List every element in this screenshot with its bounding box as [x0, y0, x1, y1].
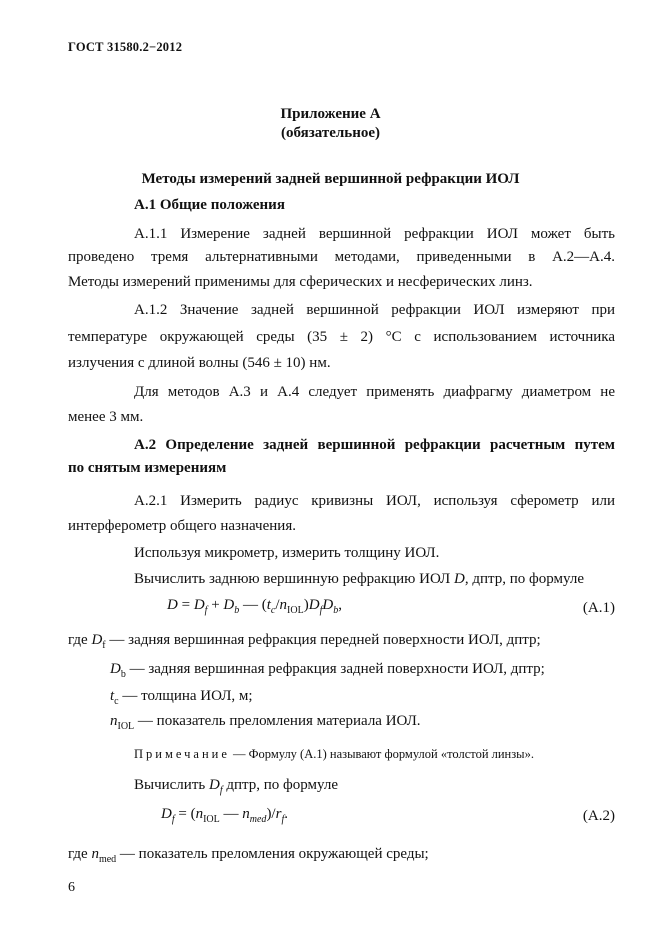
- para-a1-1-line1: А.1.1 Измерение задней вершинной рефракции ИОЛ может быть: [134, 226, 615, 242]
- where-tc: $t_c$ — толщина ИОЛ, м;: [110, 688, 253, 707]
- page-number: 6: [68, 880, 75, 895]
- note: Примечание — Формулу (А.1) называют формулой «толстой линзы».: [134, 747, 534, 761]
- para-a1-3-line1: Для методов А.3 и А.4 следует применять диафрагму диаметром не: [134, 384, 615, 400]
- where-df: где $D_f$ — задняя вершинная рефракция передней поверхности ИОЛ, дптр;: [68, 632, 541, 651]
- para-a1-2-line3: излучения с длиной волны (546 ± 10) нм.: [68, 355, 331, 371]
- standard-header: ГОСТ 31580.2−2012: [68, 40, 183, 54]
- para-a1-2-line2: температуре окружающей среды (35 ± 2) °С с использованием источника: [68, 329, 615, 345]
- para-a1-1-line3: Методы измерений применимы для сферических и несферических линз.: [68, 274, 533, 290]
- appendix-status: (обязательное): [280, 125, 381, 141]
- formula-a2: $D_f = (n_{IOL}$ — $n_{med})/r_f$.: [161, 806, 288, 825]
- section-title: Методы измерений задней вершинной рефракции ИОЛ: [141, 171, 520, 187]
- formula-a1: $D = D_f + D_b$ — $(t_c/n_{IOL})D_fD_b$,: [167, 597, 342, 616]
- para-a2-1-line1: А.2.1 Измерить радиус кривизны ИОЛ, используя сферометр или: [134, 493, 615, 509]
- where-niol: $n_{IOL}$ — показатель преломления материала ИОЛ.: [110, 713, 421, 732]
- equation-number-a1: (А.1): [582, 600, 615, 616]
- para-compute-d: Вычислить заднюю вершинную рефракцию ИОЛ D, дптр, по формуле: [134, 571, 584, 587]
- para-compute-df: Вычислить $D_f$ дптр, по формуле: [134, 777, 339, 796]
- appendix-title: Приложение А: [280, 106, 381, 122]
- para-a1-3-line2: менее 3 мм.: [68, 409, 144, 425]
- heading-a2-line2: по снятым измерениям: [68, 460, 227, 476]
- heading-a2-line1: А.2 Определение задней вершинной рефракции расчетным путем: [134, 437, 615, 453]
- para-micrometer: Используя микрометр, измерить толщину ИОЛ.: [134, 545, 440, 561]
- heading-a1: А.1 Общие положения: [134, 197, 285, 213]
- where-nmed: где $n_{med}$ — показатель преломления окружающей среды;: [68, 846, 429, 865]
- para-a1-2-line1: А.1.2 Значение задней вершинной рефракции ИОЛ измеряют при: [134, 302, 615, 318]
- where-db: $D_b$ — задняя вершинная рефракция задней поверхности ИОЛ, дптр;: [110, 661, 545, 680]
- para-a2-1-line2: интерферометр общего назначения.: [68, 518, 296, 534]
- equation-number-a2: (А.2): [582, 808, 615, 824]
- para-a1-1-line2: проведено тремя альтернативными методами, приведенными в А.2—А.4.: [68, 249, 615, 265]
